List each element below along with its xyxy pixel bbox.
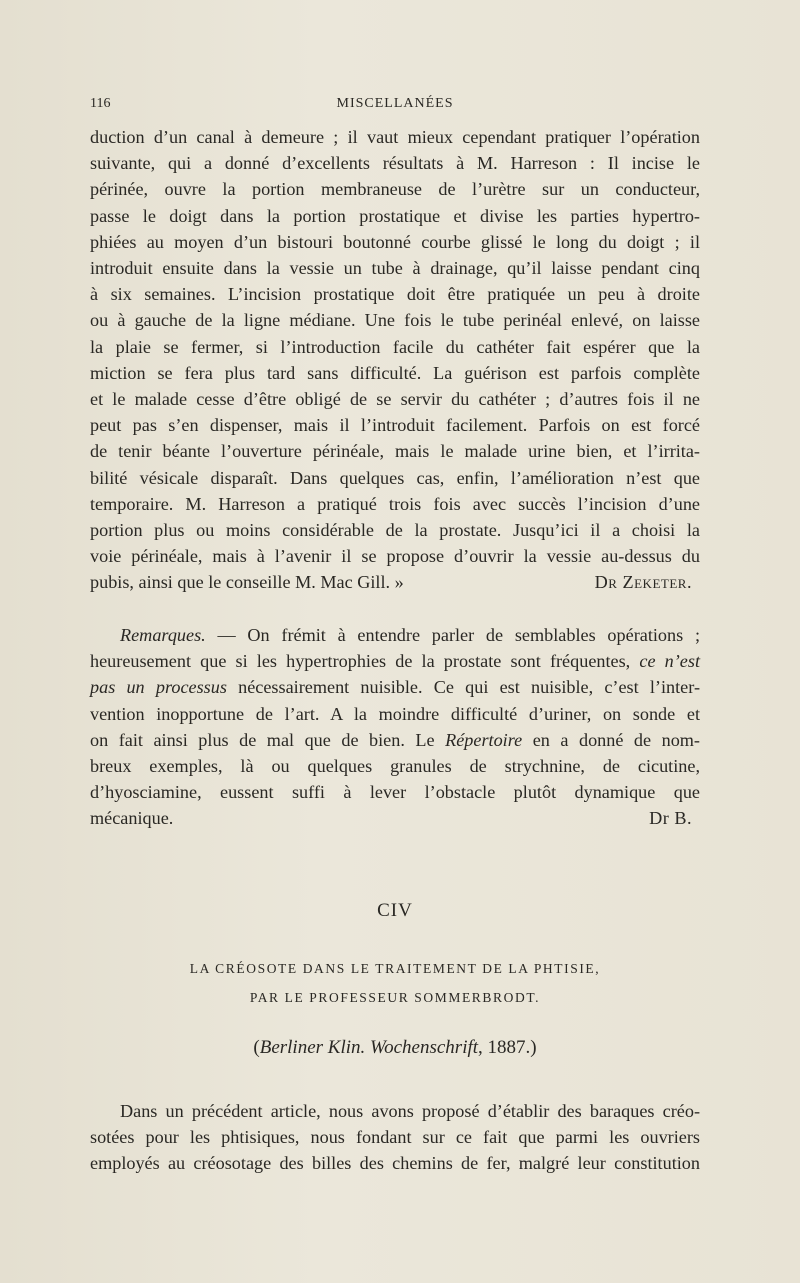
text-line: on fait ainsi plus de mal que de bien. Le Répertoire en a donné de nom- (90, 729, 700, 750)
text-line: duction d’un canal à demeure ; il vaut mieux cependant pratiquer l’opération (90, 127, 700, 147)
text-line-with-signature (90, 805, 700, 831)
text-line: la plaie se fermer, si l’introduction facile du cathéter fait espérer que la (90, 336, 700, 357)
text-line: heureusement que si les hypertrophies de la prostate sont fréquentes, ce n’est (90, 651, 701, 672)
section-number: CIV (377, 900, 413, 921)
text-line: portion plus ou moins considérable de la prostate. Jusqu’ici il a choisi la (90, 520, 700, 541)
text-line: mécanique. (90, 808, 174, 829)
text-line: miction se fera plus tard sans difficulté. La guérison est parfois complète (90, 362, 700, 383)
text-line: introduit ensuite dans la vessie un tube à drainage, qu’il laisse pendant cinq (90, 258, 700, 279)
text-line: d’hyosciamine, eussent suffi à lever l’obstacle plutôt dynamique que (90, 782, 700, 803)
section-title-line: LA CRÉOSOTE DANS LE TRAITEMENT DE LA PHTISIE, (189, 961, 601, 976)
text-line: sotées pour les phtisiques, nous fondant sur ce fait que parmi les ouvriers (90, 1127, 700, 1148)
paragraph-creosote (90, 1098, 700, 1177)
running-title: MISCELLANÉES (336, 96, 454, 111)
text-line: à six semaines. L’incision prostatique doit être pratiquée un peu à droite (90, 284, 700, 305)
text-line: suivante, qui a donné d’excellents résultats à M. Harreson : Il incise le (90, 153, 700, 174)
text-line: de tenir béante l’ouverture périnéale, mais le malade urine bien, et l’irrita- (90, 441, 700, 462)
text-line: phiées au moyen d’un bistouri boutonné courbe glissé le long du doigt ; il (90, 231, 700, 252)
section-title-line: PAR LE PROFESSEUR SOMMERBRODT. (249, 990, 541, 1005)
journal-name: Berliner Klin. Wochenschrift (259, 1037, 479, 1058)
source-citation: (Berliner Klin. Wochenschrift, 1887.) (253, 1037, 537, 1058)
text-line: bilité vésicale disparaît. Dans quelques cas, enfin, l’amélioration n’est que (90, 467, 700, 488)
text-line: breux exemples, là ou quelques granules de strychnine, de cicutine, (90, 756, 700, 777)
paragraph-remarques (90, 622, 700, 832)
text-line: et le malade cesse d’être obligé de se servir du cathéter ; d’autres fois il ne (90, 389, 700, 410)
text-line: ou à gauche de la ligne médiane. Une fois le tube perinéal enlevé, on laisse (90, 310, 700, 331)
paragraph-harreson-operation (90, 124, 700, 596)
text-line: peut pas s’en dispenser, mais il l’introduit facilement. Parfois on est forcé (90, 415, 700, 436)
text-line: vention inopportune de l’art. A la moindre difficulté d’uriner, on sonde et (90, 703, 700, 724)
text-line: pas un processus nécessairement nuisible. Ce qui est nuisible, c’est l’inter- (90, 677, 700, 698)
text-line: pubis, ainsi que le conseille M. Mac Gill. » (90, 572, 404, 593)
text-line: temporaire. M. Harreson a pratiqué trois fois avec succès l’incision d’une (90, 493, 700, 514)
text-line: périnée, ouvre la portion membraneuse de l’urètre sur un conducteur, (90, 179, 700, 200)
page-number: 116 (90, 96, 111, 111)
text-line: passe le doigt dans la portion prostatique et divise les parties hypertro- (90, 205, 700, 226)
author-signature: Dr Zeketer. (594, 572, 692, 593)
text-line: Remarques. — On frémit à entendre parler de semblables opérations ; (120, 625, 700, 645)
text-line: employés au créosotage des billes des chemins de fer, malgré leur constitution (90, 1153, 700, 1174)
author-signature: Dr B. (649, 808, 692, 829)
text-line-with-signature (90, 569, 700, 595)
text-line: Dans un précédent article, nous avons proposé d’établir des baraques créo- (120, 1101, 700, 1121)
running-header (90, 96, 700, 120)
text-line: voie périnéale, mais à l’avenir il se propose d’ouvrir la vessie au-dessus du (90, 546, 700, 567)
remarques-heading: Remarques. (120, 625, 206, 645)
